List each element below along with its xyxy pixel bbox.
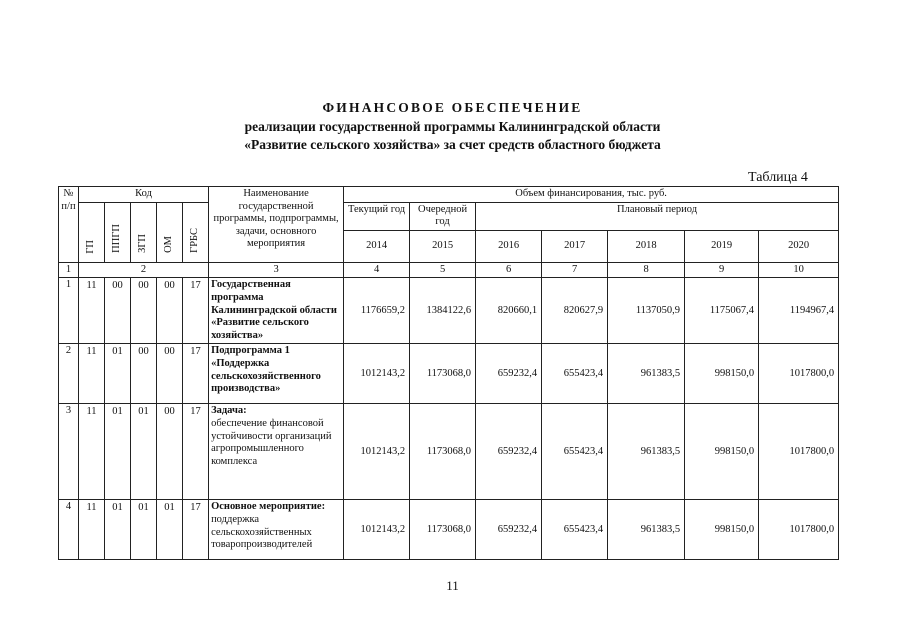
- document-title: ФИНАНСОВОЕ ОБЕСПЕЧЕНИЕ: [322, 100, 583, 115]
- column-number: 7: [542, 262, 608, 278]
- value-2014: 1176659,2: [344, 278, 410, 344]
- row-name-bold: Задача:: [211, 405, 247, 417]
- value-2016: 659232,4: [476, 344, 542, 404]
- code-ppgp: 01: [105, 344, 131, 404]
- header-code-om: ОМ: [157, 202, 183, 262]
- code-zgp: 01: [131, 500, 157, 560]
- value-2020: 1017800,0: [759, 404, 839, 500]
- row-name: [209, 344, 344, 404]
- row-number: 2: [59, 344, 79, 404]
- header-code-grbs: ГРБС: [183, 202, 209, 262]
- code-grbs: 17: [183, 344, 209, 404]
- row-number: 4: [59, 500, 79, 560]
- code-grbs: 17: [183, 278, 209, 344]
- code-gp: 11: [79, 344, 105, 404]
- header-code-gp: ГП: [79, 202, 105, 262]
- value-2017: 655423,4: [542, 344, 608, 404]
- header-name: Наименование государственной программы, подпрограммы, задачи, основного мероприятия: [209, 187, 344, 263]
- row-name-text: поддержка сельскохозяйственных товаропроизводителей: [211, 513, 313, 551]
- header-planned-period: Плановый период: [476, 202, 839, 230]
- header-year-2018: 2018: [608, 230, 685, 262]
- row-name: [209, 278, 344, 344]
- header-next-year: Очередной год: [410, 202, 476, 230]
- row-number: 3: [59, 404, 79, 500]
- value-2018: 961383,5: [608, 404, 685, 500]
- value-2019: 998150,0: [685, 344, 759, 404]
- header-year-2020: 2020: [759, 230, 839, 262]
- code-grbs: 17: [183, 404, 209, 500]
- header-year-2016: 2016: [476, 230, 542, 262]
- column-number: 10: [759, 262, 839, 278]
- row-name: [209, 500, 344, 560]
- code-zgp: 00: [131, 344, 157, 404]
- column-number: 9: [685, 262, 759, 278]
- table-row: [59, 404, 839, 500]
- column-number: 8: [608, 262, 685, 278]
- value-2017: 655423,4: [542, 500, 608, 560]
- table-row: [59, 500, 839, 560]
- value-2020: 1017800,0: [759, 500, 839, 560]
- document-subtitle-line-2: «Развитие сельского хозяйства» за счет средств областного бюджета: [244, 137, 661, 152]
- value-2020: 1194967,4: [759, 278, 839, 344]
- code-gp: 11: [79, 404, 105, 500]
- header-year-2014: 2014: [344, 230, 410, 262]
- value-2019: 998150,0: [685, 500, 759, 560]
- value-2018: 961383,5: [608, 344, 685, 404]
- code-om: 00: [157, 344, 183, 404]
- code-om: 00: [157, 404, 183, 500]
- header-code: Код: [79, 187, 209, 203]
- header-year-2017: 2017: [542, 230, 608, 262]
- code-gp: 11: [79, 500, 105, 560]
- code-ppgp: 01: [105, 500, 131, 560]
- value-2015: 1173068,0: [410, 404, 476, 500]
- header-code-zgp: ЗГП: [131, 202, 157, 262]
- code-gp: 11: [79, 278, 105, 344]
- column-number: 4: [344, 262, 410, 278]
- value-2018: 961383,5: [608, 500, 685, 560]
- code-zgp: 00: [131, 278, 157, 344]
- header-volume: Объем финансирования, тыс. руб.: [344, 187, 839, 203]
- code-ppgp: 01: [105, 404, 131, 500]
- column-number: 1: [59, 262, 79, 278]
- column-number: 2: [79, 262, 209, 278]
- code-ppgp: 00: [105, 278, 131, 344]
- page-number: 11: [446, 578, 459, 593]
- row-name-text: обеспечение финансовой устойчивости организаций агропромышленного комплекса: [211, 417, 332, 467]
- code-om: 00: [157, 278, 183, 344]
- value-2015: 1384122,6: [410, 278, 476, 344]
- financing-table: [58, 186, 839, 560]
- value-2015: 1173068,0: [410, 344, 476, 404]
- column-number: 5: [410, 262, 476, 278]
- row-name-bold: Основное мероприятие:: [211, 501, 326, 513]
- value-2014: 1012143,2: [344, 500, 410, 560]
- value-2016: 659232,4: [476, 500, 542, 560]
- header-code-ppgp: ППГП: [105, 202, 131, 262]
- header-year-2019: 2019: [685, 230, 759, 262]
- row-name-bold: Подпрограмма 1 «Поддержка сельскохозяйственного производства»: [211, 345, 321, 395]
- row-name-bold: Государственная программа Калининградской области «Развитие сельского хозяйства»: [211, 279, 337, 341]
- table-label: Таблица 4: [748, 170, 808, 185]
- code-grbs: 17: [183, 500, 209, 560]
- header-current-year: Текущий год: [344, 202, 410, 230]
- document-subtitle-line-1: реализации государственной программы Калининградской области: [244, 119, 661, 134]
- value-2016: 820660,1: [476, 278, 542, 344]
- value-2017: 820627,9: [542, 278, 608, 344]
- value-2017: 655423,4: [542, 404, 608, 500]
- column-number: 3: [209, 262, 344, 278]
- value-2019: 998150,0: [685, 404, 759, 500]
- column-number: 6: [476, 262, 542, 278]
- row-name: [209, 404, 344, 500]
- value-2018: 1137050,9: [608, 278, 685, 344]
- value-2020: 1017800,0: [759, 344, 839, 404]
- value-2014: 1012143,2: [344, 344, 410, 404]
- header-num: № п/п: [59, 187, 79, 263]
- code-om: 01: [157, 500, 183, 560]
- table-row: [59, 344, 839, 404]
- row-number: 1: [59, 278, 79, 344]
- value-2019: 1175067,4: [685, 278, 759, 344]
- header-year-2015: 2015: [410, 230, 476, 262]
- code-zgp: 01: [131, 404, 157, 500]
- value-2016: 659232,4: [476, 404, 542, 500]
- value-2015: 1173068,0: [410, 500, 476, 560]
- value-2014: 1012143,2: [344, 404, 410, 500]
- table-row: [59, 278, 839, 344]
